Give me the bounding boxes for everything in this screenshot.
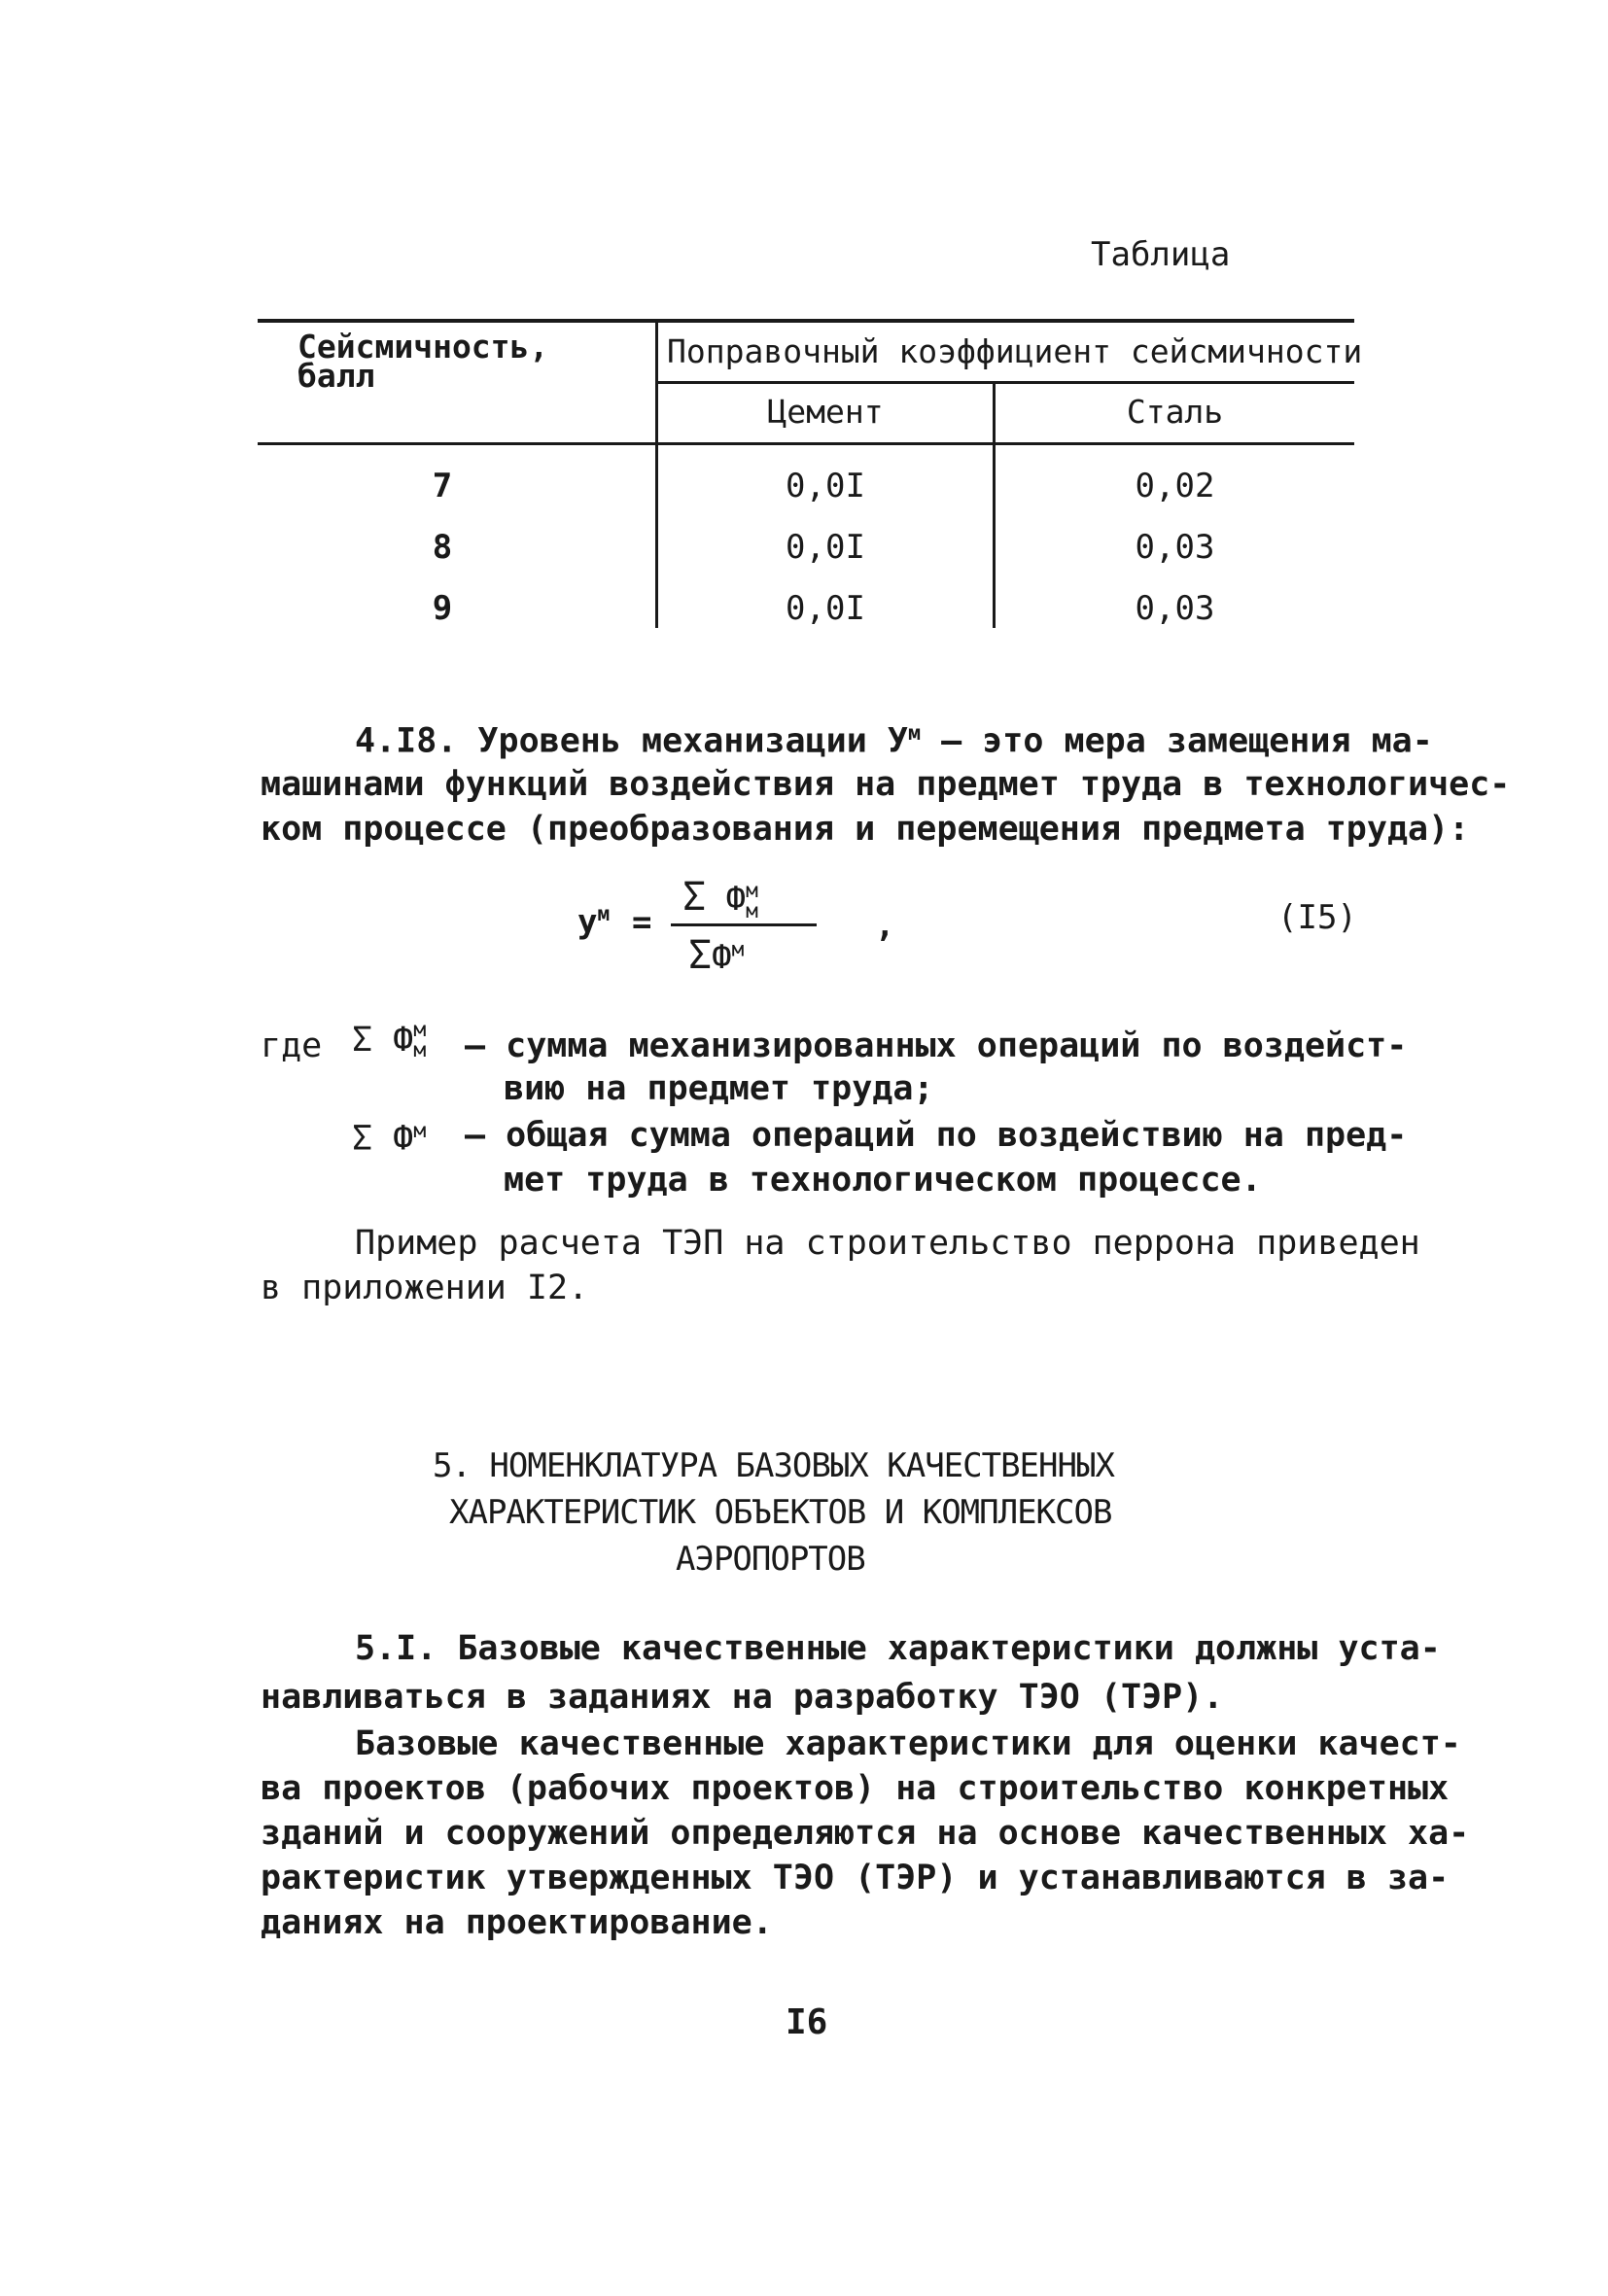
heading-line: 5. НОМЕНКЛАТУРА БАЗОВЫХ КАЧЕСТВЕННЫХ	[433, 1446, 1114, 1485]
where-item2-line2: мет труда в технологическом процессе.	[504, 1161, 1262, 1200]
example-line: в приложении I2.	[261, 1269, 589, 1307]
row-score: 7	[432, 467, 453, 505]
para-line: машинами функций воздействия на предмет труда в технологичес-	[261, 765, 1511, 804]
para-line: ком процессе (преобразования и перемещения предмета труда):	[261, 810, 1470, 849]
row-cement: 0,0I	[786, 528, 865, 567]
fraction-bar	[671, 923, 817, 926]
row-steel: 0,03	[1135, 589, 1215, 628]
para-line: рактеристик утвержденных ТЭО (ТЭР) и устанавливаются в за-	[261, 1859, 1450, 1897]
header-correction-coefficient: Поправочный коэффициент сейсмичности	[667, 332, 1363, 370]
where-label: где	[261, 1026, 323, 1065]
heading-line: АЭРОПОРТОВ	[676, 1540, 865, 1579]
formula-denominator: $\Sigma Ф^м$	[688, 933, 745, 978]
para-line: зданий и сооружений определяются на основе качественных ха-	[261, 1814, 1470, 1853]
formula-number: (I5)	[1277, 898, 1357, 937]
formula-equals: =	[632, 903, 652, 942]
row-cement: 0,0I	[786, 589, 865, 628]
para-line: навливаться в заданиях на разработку ТЭО (ТЭР).	[261, 1678, 1224, 1717]
example-line: Пример расчета ТЭП на строительство перрона приведен	[355, 1224, 1420, 1263]
row-score: 8	[432, 528, 453, 567]
formula-comma: ,	[875, 906, 895, 945]
header-steel: Сталь	[1126, 393, 1224, 431]
row-cement: 0,0I	[786, 467, 865, 505]
para-line: даниях на проектирование.	[261, 1903, 773, 1942]
where-item1-line1: – сумма механизированных операций по воздейст-	[465, 1026, 1408, 1065]
row-score: 9	[432, 589, 453, 628]
table-top-rule	[258, 319, 1354, 323]
where-item1-line2: вию на предмет труда;	[504, 1069, 934, 1108]
page-number: I6	[786, 2002, 828, 2042]
table-group-rule	[657, 381, 1354, 384]
header-cement: Цемент	[767, 393, 884, 431]
where-symbol-1: Σ Ф м м	[352, 1018, 427, 1062]
table-header-rule	[258, 442, 1354, 445]
row-steel: 0,03	[1135, 528, 1215, 567]
formula-numerator: Σ Ф м м	[682, 875, 758, 922]
formula-lhs: $у^м$	[577, 901, 611, 942]
header-seismicity: Сейсмичность, балл	[297, 328, 549, 395]
para-line: Базовые качественные характеристики для оценки качест-	[355, 1724, 1461, 1763]
where-symbol-2: Σ $Ф^м$	[352, 1119, 427, 1159]
para-line: 5.I. Базовые качественные характеристики должны уста-	[355, 1629, 1441, 1668]
where-item2-line1: – общая сумма операций по воздействию на пред-	[465, 1116, 1408, 1155]
table-caption: Таблица	[1091, 235, 1231, 274]
para-line: ва проектов (рабочих проектов) на строительство конкретных	[261, 1769, 1450, 1808]
para-line: 4.I8. Уровень механизации $У^м$ – это мера замещения ма-	[355, 721, 1433, 761]
heading-line: ХАРАКТЕРИСТИК ОБЪЕКТОВ И КОМПЛЕКСОВ	[449, 1493, 1112, 1532]
row-steel: 0,02	[1135, 467, 1215, 505]
